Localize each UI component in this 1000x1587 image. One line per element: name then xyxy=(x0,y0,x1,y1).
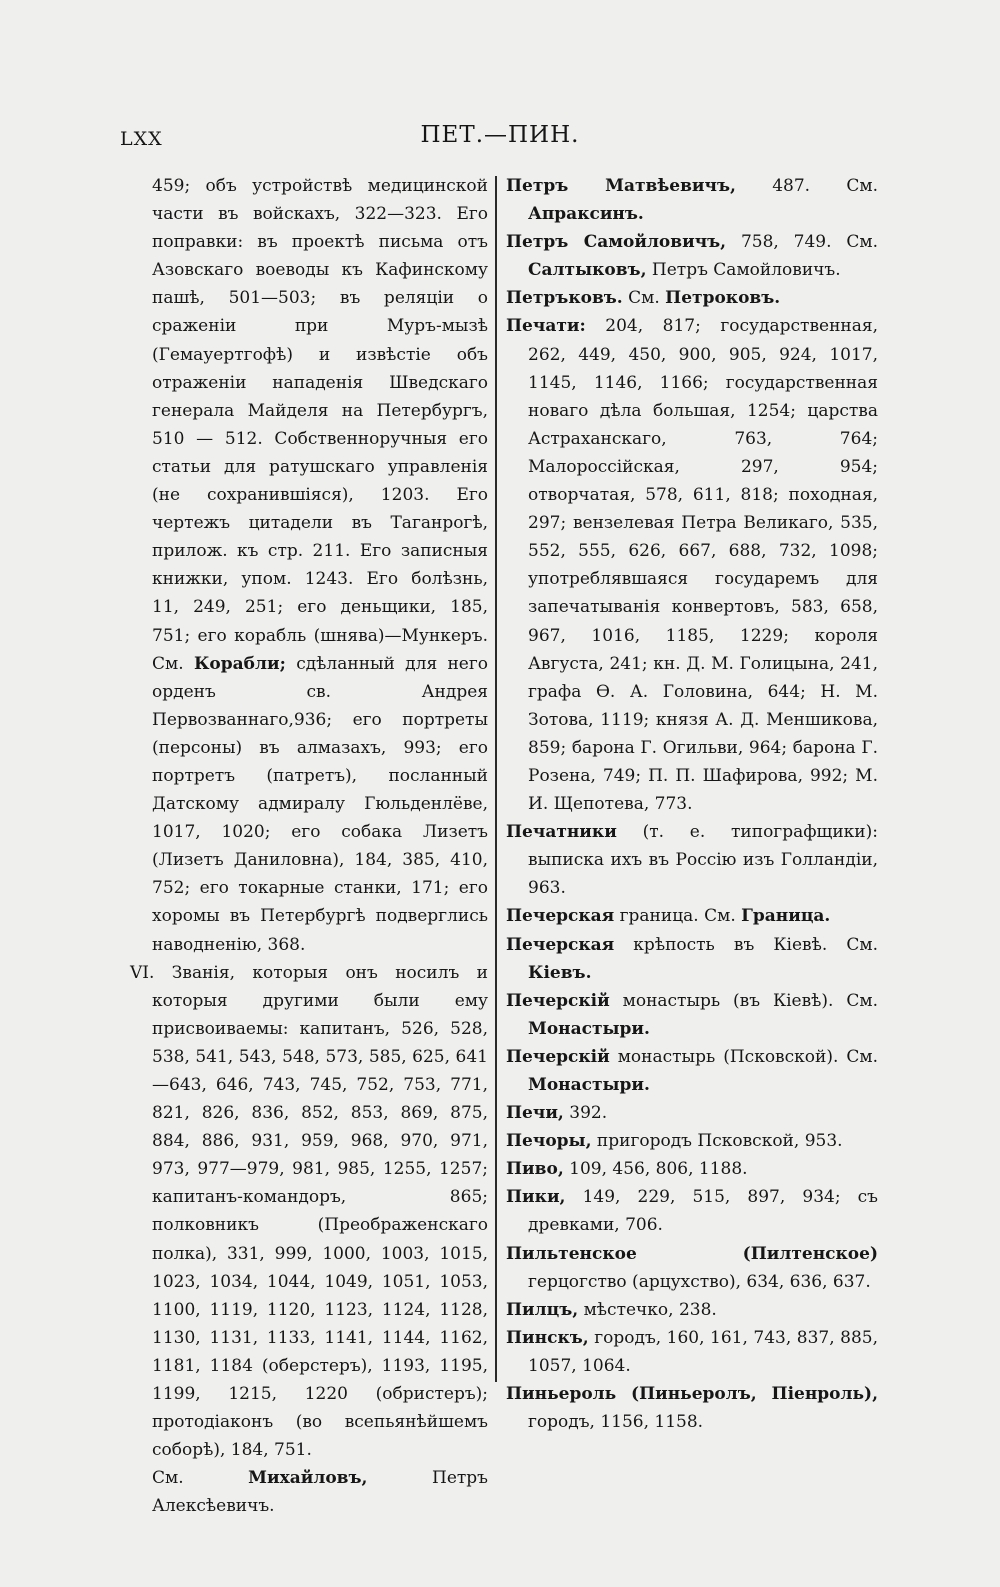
entry-heading: Печоры, xyxy=(506,1131,592,1152)
index-entry xyxy=(506,172,878,228)
left-column xyxy=(130,172,488,1521)
entry-heading: Печатники xyxy=(506,822,617,843)
cross-reference: Михайловъ, xyxy=(248,1468,368,1489)
entry-text: Петръ Самойловичъ. xyxy=(646,260,841,281)
index-entry xyxy=(506,902,878,930)
entry-heading: Петръковъ. xyxy=(506,288,623,309)
column-divider xyxy=(495,176,497,1382)
page-number: LXX xyxy=(120,128,163,150)
left-paragraph-section-vi xyxy=(130,959,488,1465)
entry-text: (т. е. типографщики): выписка ихъ въ Россію изъ Голландіи, 963. xyxy=(528,822,878,899)
cross-reference: Кіевъ. xyxy=(528,962,592,983)
entry-text: граница. См. xyxy=(614,906,742,927)
index-entry xyxy=(506,1183,878,1239)
entry-heading: Пики, xyxy=(506,1187,566,1208)
left-text: 459; объ устройствѣ медицинской части въ войскахъ, 322—323. Его поправки: въ проектѣ письма отъ Азовскаго воеводы къ Кафинскому пашѣ, 501—503; въ реляціи о сраженіи при Муръ-мызѣ (Гемауертгофѣ) и извѣстіе объ отраженіи нападенія Шведскаго генерала Майделя на Петербургъ, 510 — 512. Собственноручныя его статьи для ратушскаго управленія (не сохранившіяся), 1203. Его чертежъ цитадели въ Таганрогѣ, прилож. къ стр. 211. Его записныя книжки, упом. 1243. Его болѣзнь, 11, 249, 251; его деньщики, 185, 751; его корабль (шнява)—Мункеръ. См. xyxy=(152,176,488,674)
entry-heading: Пиво, xyxy=(506,1159,564,1180)
index-entry xyxy=(506,1155,878,1183)
entry-heading: Печерскій xyxy=(506,990,610,1011)
entry-heading: Печерская xyxy=(506,934,615,955)
cross-reference: Петроковъ. xyxy=(665,288,781,309)
entry-text: монастырь (въ Кіевѣ). См. xyxy=(609,990,878,1011)
cross-reference: Корабли; xyxy=(193,653,286,674)
cross-reference: Монастыри. xyxy=(528,1075,650,1095)
entry-text: крѣпость въ Кіевѣ. См. xyxy=(614,934,878,955)
cross-reference: Апраксинъ. xyxy=(528,204,644,225)
left-text: сдѣланный для него орденъ св. Андрея Первозваннаго,936; его портреты (персоны) въ алмазахъ, 993; его портретъ (патретъ), посланный Датскому адмиралу Гюльденлёве, 1017, 1020; его собака Лизетъ (Лизетъ Даниловна), 184, 385, 410, 752; его токарные станки, 171; его хоромы въ Петербургѣ подверглись наводненію, 368. xyxy=(152,653,489,955)
entry-text: 149, 229, 515, 897, 934; съ древками, 706. xyxy=(528,1187,878,1236)
entry-heading: Пильтенское (Пилтенское) xyxy=(506,1243,878,1264)
index-entry xyxy=(506,1296,878,1324)
entry-text: герцогство (арцухство), 634, 636, 637. xyxy=(528,1271,871,1292)
left-paragraph-see-also xyxy=(130,1464,488,1520)
entry-heading: Пиньероль (Пиньеролъ, Піенроль), xyxy=(506,1384,878,1405)
right-column xyxy=(506,172,878,1436)
entry-text: городъ, 1156, 1158. xyxy=(528,1412,704,1433)
left-text: См. xyxy=(152,1468,184,1489)
cross-reference: Граница. xyxy=(741,906,831,927)
running-head: ПЕТ.—ПИН. xyxy=(420,122,580,148)
left-text: VI. Званія, которыя онъ носилъ и которыя другими были ему присвоиваемы: капитанъ, 526, 528, 538, 541, 543, 548, 573, 585, 625, 641—643, 646, 743, 745, 752, 753, 771, 821, 826, 836, 852, 853, 869, 875, 884, 886, 931, 959, 968, 970, 971, 973, 977—979, 981, 985, 1255, 1257; капитанъ-командоръ, 865; полковникъ (Преображенскаго полка), 331, 999, 1000, 1003, 1015, 1023, 1034, 1044, 1049, 1051, 1053, 1100, 1119, 1120, 1123, 1124, 1128, 1130, 1131, 1133, 1141, 1144, 1162, 1181, 1184 (оберстеръ), 1193, 1195, 1199, 1215, 1220 (обристеръ); протодіаконъ (во всепьянѣйшемъ соборѣ), 184, 751. xyxy=(130,962,488,1461)
index-entry xyxy=(506,1324,878,1380)
entry-text: 109, 456, 806, 1188. xyxy=(563,1159,748,1180)
index-entry xyxy=(506,818,878,902)
index-entry xyxy=(506,1099,878,1127)
entry-heading: Пинскъ, xyxy=(506,1327,589,1348)
entry-heading: Печи, xyxy=(506,1103,564,1124)
left-paragraph-continued xyxy=(130,172,488,959)
entry-text: пригородъ Псковской, 953. xyxy=(591,1131,843,1152)
index-entry xyxy=(506,312,878,818)
entry-heading: Печерскій xyxy=(506,1046,610,1067)
entry-text: 758, 749. См. xyxy=(726,232,878,253)
cross-reference: Монастыри. xyxy=(528,1018,650,1039)
index-entry xyxy=(506,987,878,1043)
entry-text: 204, 817; государственная, 262, 449, 450, 900, 905, 924, 1017, 1145, 1146, 1166; государственная новаго дѣла большая, 1254; царства Астраханскаго, 763, 764; Малороссійская, 297, 954; отворчатая, 578, 611, 818; походная, 297; вензелевая Петра Великаго, 535, 552, 555, 626, 667, 688, 732, 1098; употреблявшаяся государемъ для запечатыванія конвертовъ, 583, 658, 967, 1016, 1185, 1229; короля Августа, 241; кн. Д. М. Голицына, 241, графа Ѳ. А. Головина, 644; Н. М. Зотова, 1119; князя А. Д. Меншикова, 859; барона Г. Огильви, 964; барона Г. Розена, 749; П. П. Шафирова, 992; М. И. Щепотева, 773. xyxy=(528,316,878,815)
index-entry xyxy=(506,228,878,284)
entry-text: 392. xyxy=(563,1103,608,1124)
entry-heading: Пилцъ, xyxy=(506,1299,579,1320)
entry-text: городъ, 160, 161, 743, 837, 885, 1057, 1064. xyxy=(528,1327,878,1376)
entry-heading: Печерская xyxy=(506,906,615,927)
index-entry xyxy=(506,1043,878,1099)
entry-text: 487. См. xyxy=(735,176,878,196)
entry-text: монастырь (Псковской). См. xyxy=(609,1046,878,1067)
entry-text: См. xyxy=(622,288,666,309)
index-entry xyxy=(506,1127,878,1155)
index-entry xyxy=(506,1380,878,1436)
entry-text: мѣстечко, 238. xyxy=(578,1299,717,1320)
index-entry xyxy=(506,931,878,987)
entry-heading: Петръ Матвѣевичъ, xyxy=(506,176,736,196)
cross-reference: Салтыковъ, xyxy=(528,260,647,281)
index-entry xyxy=(506,284,878,312)
entry-heading: Печати: xyxy=(506,316,586,337)
entry-heading: Петръ Самойловичъ, xyxy=(506,232,727,253)
left-text: Петръ Алексѣевичъ. xyxy=(152,1468,488,1517)
index-entry xyxy=(506,1240,878,1296)
